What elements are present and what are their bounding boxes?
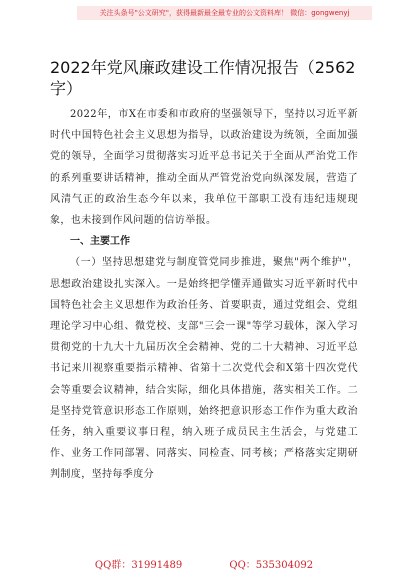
footer-contacts: [0, 556, 408, 571]
header-banner: 关注头条号"公文研究"，获得最新最全最专业的公文资料库！ 微信：gongwenyj: [77, 6, 372, 20]
document-body: [50, 57, 358, 486]
section-paragraph: （一）坚持思想建党与制度管党同步推进，聚焦"两个维护"，思想政治建设扎实深入。一是始终把学懂弄通做实习近平新时代中国特色社会主义思想作为政治任务、首要职责，通过党组会、党组理论学习中心组、微党校、支部"三会一课"等学习载体，深入学习贯彻党的十九大十九届历次全会精神、党的二十大精神、习近平总书记来川视察重要指示精神、省第十二次党代会和X第十四次党代会等重要会议精神，结合实际，细化具体措施，落实相关工作。二是坚持党管意识形态工作原则，始终把意识形态工作作为重大政治任务，纳入重要议事日程，纳入班子成员民主生活会，与党建工作、业务工作同部署、同落实、同检查、同考核；严格落实定期研判制度，坚持每季度分: [50, 257, 358, 481]
intro-paragraph: 2022年，市X在市委和市政府的坚强领导下，坚持以习近平新时代中国特色社会主义思想为指导，以政治建设为统领，全面加强党的领导，全面学习贯彻落实习近平总书记关于全面从严治党工作的系列重要讲话精神，推动全面从严管党治党向纵深发展，营造了风清气正的政治生态今年以来，我单位干部职工没有违纪违规现象，也未接到作风问题的信访举报。: [50, 109, 358, 227]
footer-qq: QQ：535304092: [229, 560, 314, 571]
section-heading: 一、主要工作: [70, 236, 130, 248]
document-title: 2022年党风廉政建设工作情况报告（2562字）: [50, 58, 356, 98]
footer-qq-group: QQ群：31991489: [94, 560, 183, 571]
